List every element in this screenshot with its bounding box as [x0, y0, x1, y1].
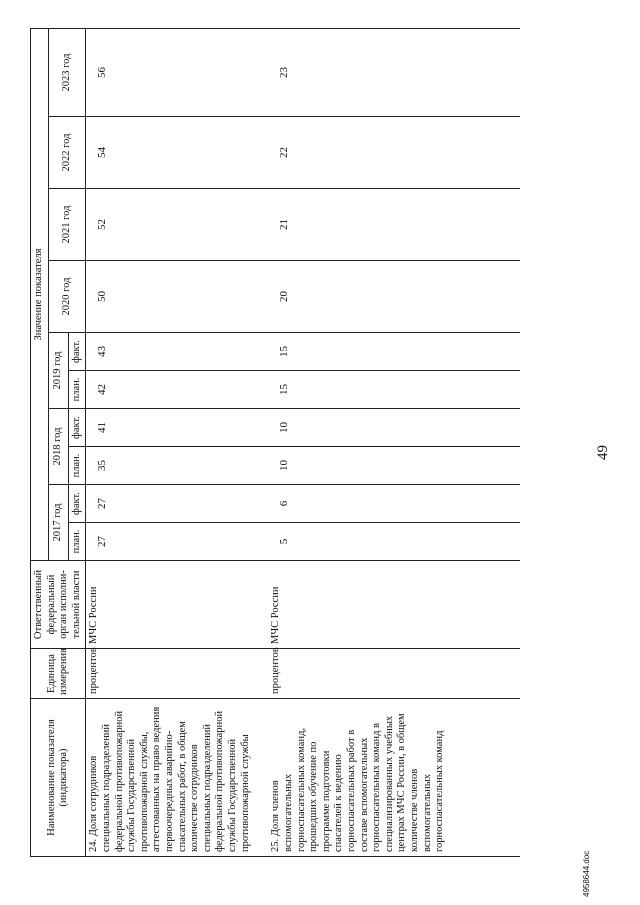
- header-fact-2019: факт.: [68, 333, 86, 371]
- plan-2017-cell: 5: [268, 523, 520, 561]
- header-2023: 2023 год: [48, 28, 86, 116]
- indicator-name: 25. Доля членов вспомогательных горноспасательных команд, прошедших обучение по программе подготовки спасателей к ведению горноспасательных работ в составе вспомогательных горноспасательных команд в специализированных учебных центрах МЧС России, в общем количестве членов вспомогательных горноспасательных команд: [268, 699, 520, 857]
- fact-2019-cell: 43: [86, 333, 269, 371]
- authority-cell: МЧС России: [268, 561, 520, 649]
- table-row: [268, 28, 520, 856]
- fact-2017-cell: 6: [268, 485, 520, 523]
- value-2023-cell: 56: [86, 28, 269, 116]
- value-2023-cell: 23: [268, 28, 520, 116]
- header-2022: 2022 год: [48, 117, 86, 189]
- header-value-group: Значение показателя: [31, 28, 49, 560]
- document-code: 4958644.doc: [582, 850, 591, 897]
- fact-2018-cell: 41: [86, 409, 269, 447]
- value-2020-cell: 50: [86, 261, 269, 333]
- plan-2019-cell: 42: [86, 371, 269, 409]
- header-2021: 2021 год: [48, 189, 86, 261]
- header-authority: Ответственный федеральный орган исполни-тельной власти: [31, 561, 86, 649]
- indicator-table: [30, 28, 520, 857]
- plan-2018-cell: 35: [86, 447, 269, 485]
- header-plan-2018: план.: [68, 447, 86, 485]
- fact-2019-cell: 15: [268, 333, 520, 371]
- table-row: [86, 28, 269, 856]
- header-indicator: Наименование показателя (индикатора): [31, 699, 86, 857]
- header-2017: 2017 год: [48, 485, 68, 561]
- value-2021-cell: 52: [86, 189, 269, 261]
- plan-2019-cell: 15: [268, 371, 520, 409]
- header-plan-2017: план.: [68, 523, 86, 561]
- value-2021-cell: 21: [268, 189, 520, 261]
- authority-cell: МЧС России: [86, 561, 269, 649]
- indicator-name: 24. Доля сотрудников специальных подразделений федеральной противопожарной службы Государственной противопожарной службы, аттестованных на право ведения первоочередных аварийно-спасательных работ, в общем количестве сотрудников специальных подразделений федеральной противопожарной службы Государственной противопожарной службы: [86, 699, 269, 857]
- header-2020: 2020 год: [48, 261, 86, 333]
- fact-2018-cell: 10: [268, 409, 520, 447]
- value-2022-cell: 54: [86, 117, 269, 189]
- header-unit: Единица измерения: [31, 649, 86, 699]
- value-2020-cell: 20: [268, 261, 520, 333]
- header-fact-2018: факт.: [68, 409, 86, 447]
- unit-cell: процентов: [86, 649, 269, 699]
- fact-2017-cell: 27: [86, 485, 269, 523]
- header-fact-2017: факт.: [68, 485, 86, 523]
- header-plan-2019: план.: [68, 371, 86, 409]
- header-2019: 2019 год: [48, 333, 68, 409]
- unit-cell: процентов: [268, 649, 520, 699]
- plan-2017-cell: 27: [86, 523, 269, 561]
- page-number: 49: [595, 445, 611, 460]
- header-2018: 2018 год: [48, 409, 68, 485]
- value-2022-cell: 22: [268, 117, 520, 189]
- plan-2018-cell: 10: [268, 447, 520, 485]
